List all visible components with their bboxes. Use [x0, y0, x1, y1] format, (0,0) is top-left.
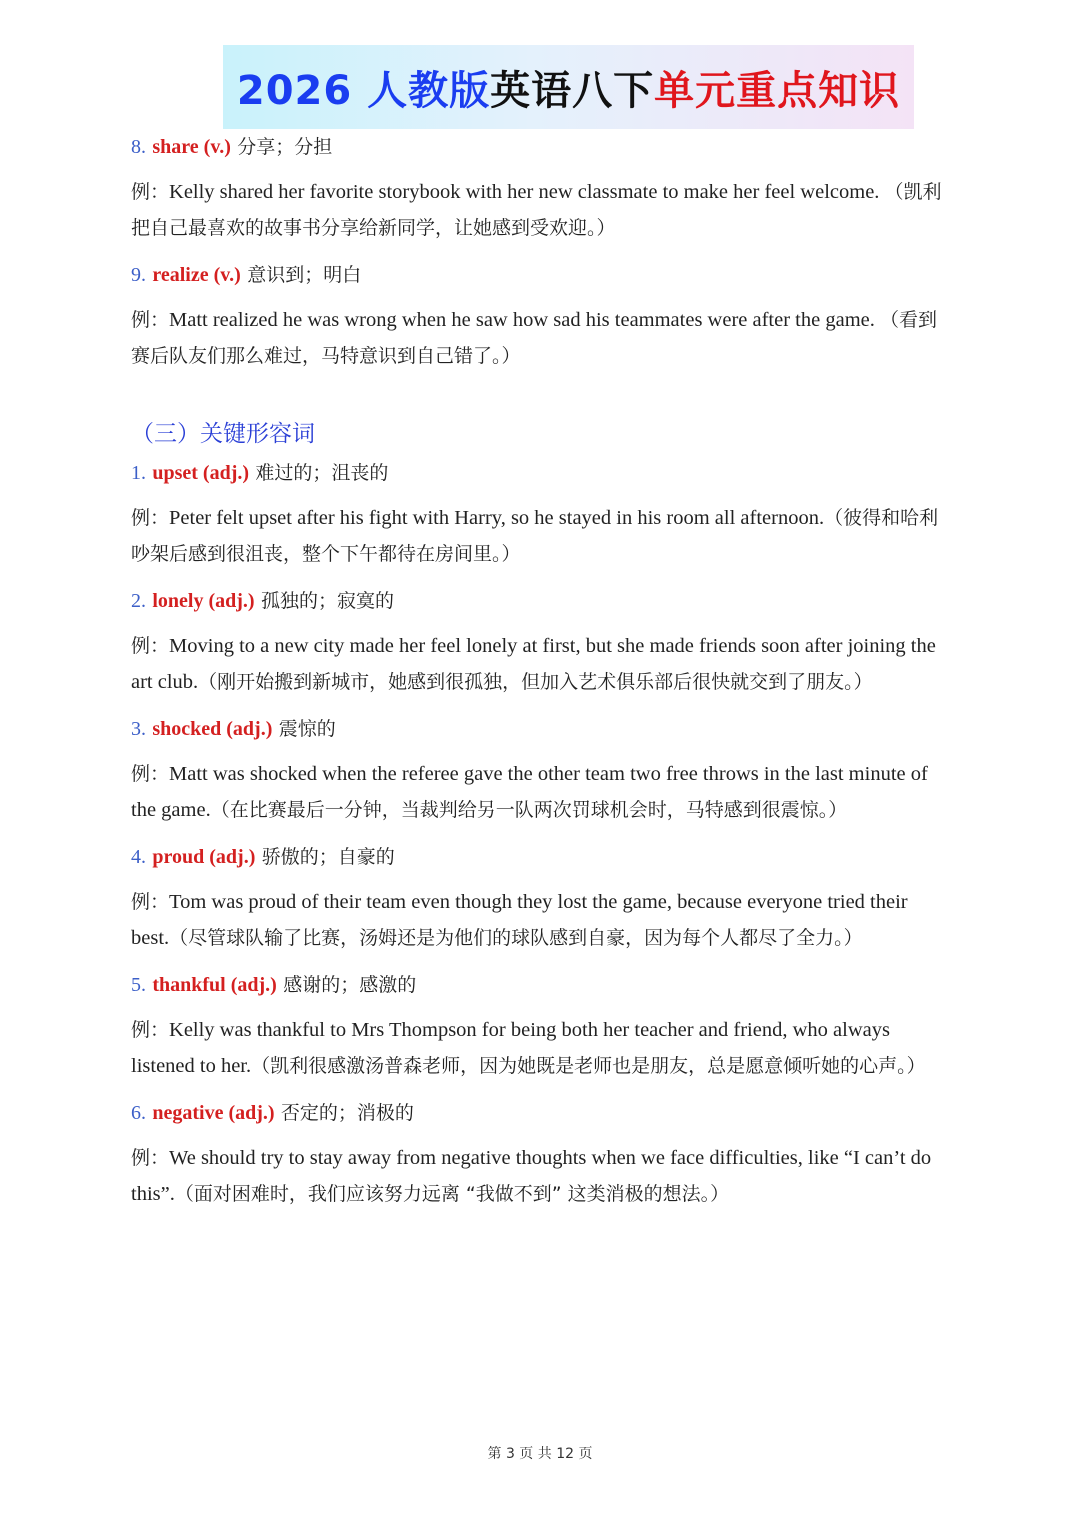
entry-number: 1.: [131, 462, 146, 484]
entry-heading: [131, 838, 946, 875]
vocab-entry: [131, 1094, 946, 1212]
entry-example: [131, 1141, 946, 1212]
entry-example: [131, 1013, 946, 1084]
vocab-entry: [131, 966, 946, 1084]
example-label: 例：: [131, 891, 170, 913]
entry-example: [131, 175, 946, 246]
vocab-entry: [131, 710, 946, 828]
example-label: 例：: [131, 1019, 170, 1041]
entry-heading: [131, 582, 946, 619]
entry-example: [131, 303, 946, 374]
vocab-entry: [131, 582, 946, 700]
example-label: 例：: [131, 181, 170, 203]
entry-heading: [131, 256, 946, 293]
example-chinese: （彼得和哈利吵架后感到很沮丧，整个下午都待在房间里。）: [131, 507, 939, 565]
example-english: We should try to stay away from negative thoughts when we face difficulties, like “I can’t do this”.: [131, 1147, 932, 1205]
entry-word: negative (adj.): [152, 1102, 275, 1124]
example-english: Kelly was thankful to Mrs Thompson for being both her teacher and friend, who always listened to her.: [131, 1019, 890, 1077]
entry-word: share (v.): [152, 136, 231, 158]
example-english: Matt was shocked when the referee gave the other team two free throws in the last minute of the game.: [131, 763, 928, 821]
entry-example: [131, 885, 946, 956]
example-chinese: （凯利把自己最喜欢的故事书分享给新同学，让她感到受欢迎。）: [131, 181, 942, 239]
example-chinese: （看到赛后队友们那么难过，马特意识到自己错了。）: [131, 309, 938, 367]
entry-example: [131, 757, 946, 828]
example-label: 例：: [131, 635, 170, 657]
example-chinese: （在比赛最后一分钟，当裁判给另一队两次罚球机会时，马特感到很震惊。）: [210, 798, 848, 821]
entry-meaning: 分享；分担: [237, 136, 333, 158]
page-footer: 第 3 页 共 12 页: [487, 1446, 593, 1462]
example-chinese: （刚开始搬到新城市，她感到很孤独，但加入艺术俱乐部后很快就交到了朋友。）: [198, 670, 873, 693]
entry-number: 8.: [131, 136, 146, 158]
section-title: （三）关键形容词: [131, 421, 315, 447]
entry-meaning: 感谢的；感激的: [283, 974, 417, 996]
entry-example: [131, 501, 946, 572]
example-english: Matt realized he was wrong when he saw how sad his teammates were after the game.: [169, 309, 875, 331]
example-chinese: （尽管球队输了比赛，汤姆还是为他们的球队感到自豪，因为每个人都尽了全力。）: [169, 926, 863, 949]
entry-meaning: 孤独的；寂寞的: [260, 590, 394, 612]
banner-part1: 2026 人教版: [236, 67, 491, 114]
entry-meaning: 意识到；明白: [247, 264, 362, 286]
example-label: 例：: [131, 1147, 170, 1169]
entry-example: [131, 629, 946, 700]
example-english: Tom was proud of their team even though they lost the game, because everyone tried their best.: [131, 891, 908, 949]
entry-word: lonely (adj.): [152, 590, 255, 612]
title-banner: [223, 45, 914, 129]
vocab-entry: [131, 454, 946, 572]
entry-meaning: 震惊的: [278, 718, 336, 740]
example-label: 例：: [131, 309, 170, 331]
entry-word: shocked (adj.): [152, 718, 273, 740]
example-label: 例：: [131, 507, 170, 529]
entry-number: 9.: [131, 264, 146, 286]
example-english: Kelly shared her favorite storybook with her new classmate to make her feel welcome.: [169, 181, 880, 203]
entry-word: realize (v.): [152, 264, 241, 286]
entry-number: 2.: [131, 590, 146, 612]
example-chinese: （凯利很感激汤普森老师，因为她既是老师也是朋友，总是愿意倾听她的心声。）: [251, 1054, 926, 1077]
entry-word: upset (adj.): [152, 462, 250, 484]
example-english: Moving to a new city made her feel lonely at first, but she made friends soon after joining the art club.: [131, 635, 936, 693]
entry-heading: [131, 454, 946, 491]
example-label: 例：: [131, 763, 170, 785]
entry-word: proud (adj.): [152, 846, 256, 868]
vocab-entry: [131, 838, 946, 956]
banner-part2: 英语八下: [490, 67, 655, 114]
example-chinese: （面对困难时，我们应该努力远离 “我做不到” 这类消极的想法。）: [174, 1182, 730, 1205]
entry-heading: [131, 1094, 946, 1131]
vocab-entry: [131, 128, 946, 246]
entry-number: 5.: [131, 974, 146, 996]
entry-heading: [131, 128, 946, 165]
example-english: Peter felt upset after his fight with Harry, so he stayed in his room all afternoon.: [169, 507, 825, 529]
entry-meaning: 骄傲的；自豪的: [261, 846, 395, 868]
entry-heading: [131, 710, 946, 747]
entry-number: 4.: [131, 846, 146, 868]
entry-number: 6.: [131, 1102, 146, 1124]
banner-part3: 单元重点知识: [654, 67, 901, 114]
entry-meaning: 难过的；沮丧的: [255, 462, 389, 484]
entry-word: thankful (adj.): [152, 974, 277, 996]
entry-meaning: 否定的；消极的: [280, 1102, 414, 1124]
entry-number: 3.: [131, 718, 146, 740]
vocab-entry: [131, 256, 946, 374]
entry-heading: [131, 966, 946, 1003]
vocab-content: [131, 128, 946, 1222]
